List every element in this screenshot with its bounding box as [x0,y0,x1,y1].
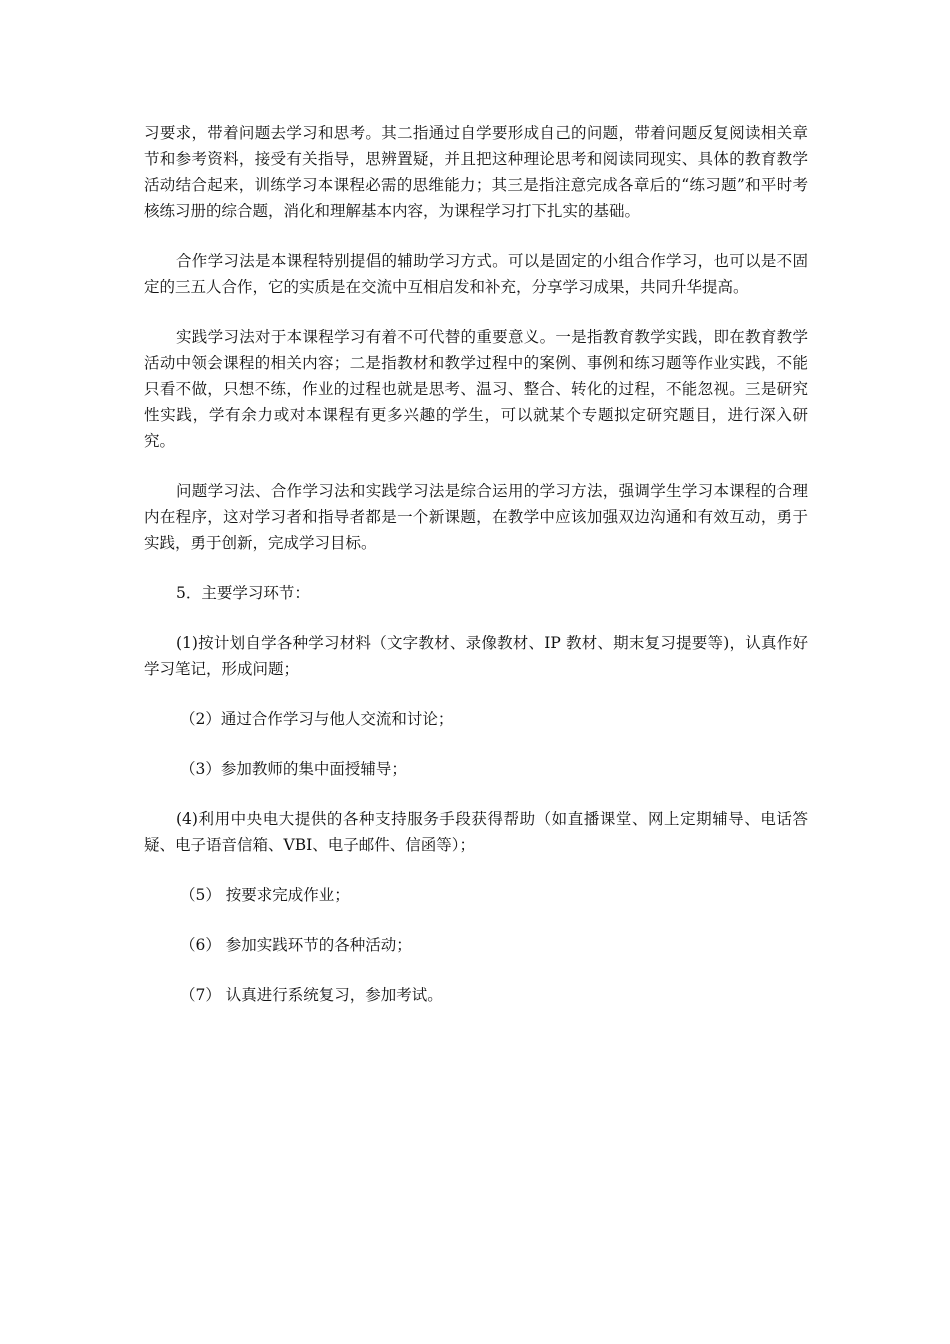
list-item: （2）通过合作学习与他人交流和讨论； [180,710,454,728]
paragraph-practice-learning: 实践学习法对于本课程学习有着不可代替的重要意义。一是指教育教学实践，即在教育教学活动中领会课程的相关内容；二是指教材和教学过程中的案例、事例和练习题等作业实践，不能只看不做，只想不练，作业的过程也就是思考、温习、整合、转化的过程，不能忽视。三是研究性实践，学有余力或对本课程有更多兴趣的学生，可以就某个专题拟定研究题目，进行深入研究。 [144,328,808,450]
paragraph-integrated-methods: 问题学习法、合作学习法和实践学习法是综合运用的学习方法，强调学生学习本课程的合理内在程序，这对学习者和指导者都是一个新课题，在教学中应该加强双边沟通和有效互动，勇于实践，勇于创新，完成学习目标。 [144,482,808,552]
list-item: （3）参加教师的集中面授辅导； [180,760,407,778]
list-item: （7） 认真进行系统复习，参加考试。 [180,986,443,1004]
list-item: (4)利用中央电大提供的各种支持服务手段获得帮助（如直播课堂、网上定期辅导、电话答疑、电子语音信箱、VBI、电子邮件、信函等）； [144,810,808,854]
paragraph-cooperative-learning: 合作学习法是本课程特别提倡的辅助学习方式。可以是固定的小组合作学习，也可以是不固定的三五人合作，它的实质是在交流中互相启发和补充，分享学习成果，共同升华提高。 [144,252,808,296]
list-item: (1)按计划自学各种学习材料（文字教材、录像教材、IP 教材、期末复习提要等)，认真作好学习笔记，形成问题； [144,634,808,678]
document-page [144,120,808,1032]
list-item: （6） 参加实践环节的各种活动； [180,936,412,954]
list-item: （5） 按要求完成作业； [180,886,350,904]
paragraph-problem-learning: 习要求，带着问题去学习和思考。其二指通过自学要形成自己的问题，带着问题反复阅读相关章节和参考资料，接受有关指导，思辨置疑，并且把这种理论思考和阅读同现实、具体的教育教学活动结合起来，训练学习本课程必需的思维能力；其三是指注意完成各章后的“练习题”和平时考核练习册的综合题，消化和理解基本内容，为课程学习打下扎实的基础。 [144,124,808,220]
section-heading: 5．主要学习环节： [176,584,310,602]
